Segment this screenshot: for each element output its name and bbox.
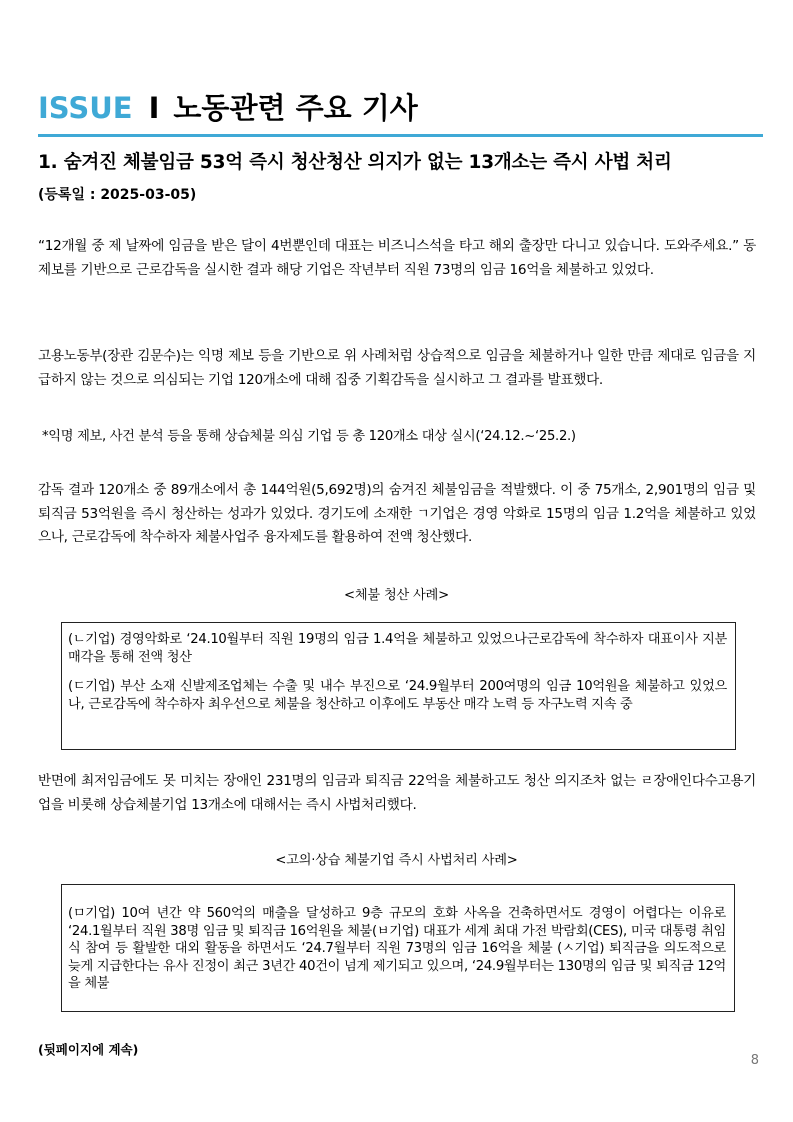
page-header [38, 88, 763, 128]
continued-note: (뒷페이지에 계속) [38, 1042, 139, 1057]
settlement-caption: <체불 청산 사례> [344, 588, 449, 603]
issue-label: ISSUE [38, 91, 133, 125]
registration-date: (등록일 : 2025-03-05) [38, 187, 197, 203]
judicial-caption: <고의·상습 체불기업 즉시 사법처리 사례> [275, 853, 518, 868]
page-number: 8 [750, 1053, 759, 1068]
footnote: *익명 제보, 사건 분석 등을 통해 상습체불 의심 기업 등 총 120개소 대상 실시(‘24.12.~‘25.2.) [42, 429, 576, 444]
header-separator: I [148, 91, 160, 125]
paragraph-4: 반면에 최저임금에도 못 미치는 장애인 231명의 임금과 퇴직금 22억을 체불하고도 청산 의지조차 없는 ㄹ장애인다수고용기업을 비롯해 상습체불기업 13개소에 대해서는 즉시 사법처리했다. [38, 773, 756, 813]
judicial-case-box [61, 884, 735, 1012]
judicial-case: (ㅁ기업) 10여 년간 약 560억의 매출을 달성하고 9층 규모의 호화 사옥을 건축하면서도 경영이 어렵다는 이유로 ‘24.1월부터 직원 38명 임금 및 퇴직금 16억원을 체불(ㅂ기업) 대표가 세계 최대 가전 박람회(CES), 미국 대통령 취임식 참여 등 활발한 대외 활동을 하면서도 ‘24.7월부터 직원 73명의 임금 16억을 체불 (ㅅ기업) 퇴직금을 의도적으로 늦게 지급한다는 유사 진정이 최근 3년간 40건이 넘게 제기되고 있으며, ‘24.9월부터는 130명의 임금 및 퇴직금 12억을 체불 [68, 906, 726, 991]
paragraph-3: 감독 결과 120개소 중 89개소에서 총 144억원(5,692명)의 숨겨진 체불임금을 적발했다. 이 중 75개소, 2,901명의 임금 및 퇴직금 53억원을 즉시 청산하는 성과가 있었다. 경기도에 소재한 ㄱ기업은 경영 악화로 15명의 임금 1.2억을 체불하고 있었으나, 근로감독에 착수하자 체불사업주 융자제도를 활용하여 전액 청산했다. [38, 482, 756, 545]
article-title: 1. 숨겨진 체불임금 53억 즉시 청산청산 의지가 없는 13개소는 즉시 사법 처리 [38, 152, 672, 173]
settlement-case-2: (ㄷ기업) 부산 소재 신발제조업체는 수출 및 내수 부진으로 ‘24.9월부터 200여명의 임금 10억원을 체불하고 있었으나, 근로감독에 착수하자 최우선으로 체불을 청산하고 이후에도 부동산 매각 노력 등 자구노력 지속 중 [68, 679, 727, 712]
paragraph-2: 고용노동부(장관 김문수)는 익명 제보 등을 기반으로 위 사례처럼 상습적으로 임금을 체불하거나 일한 만큼 제대로 임금을 지급하지 않는 것으로 의심되는 기업 120개소에 대해 집중 기획감독을 실시하고 그 결과를 발표했다. [38, 348, 756, 388]
settlement-case-1: (ㄴ기업) 경영악화로 ‘24.10월부터 직원 19명의 임금 1.4억을 체불하고 있었으나근로감독에 착수하자 대표이사 지분 매각을 통해 전액 청산 [68, 632, 727, 665]
section-title: 노동관련 주요 기사 [173, 91, 418, 125]
settlement-case-box [61, 622, 736, 750]
header-rule [38, 134, 763, 137]
paragraph-1: “12개월 중 제 날짜에 임금을 받은 달이 4번뿐인데 대표는 비즈니스석을 타고 해외 출장만 다니고 있습니다. 도와주세요.” 동 제보를 기반으로 근로감독을 실시한 결과 해당 기업은 작년부터 직원 73명의 임금 16억을 체불하고 있었다. [38, 238, 756, 278]
header-title [38, 88, 763, 128]
